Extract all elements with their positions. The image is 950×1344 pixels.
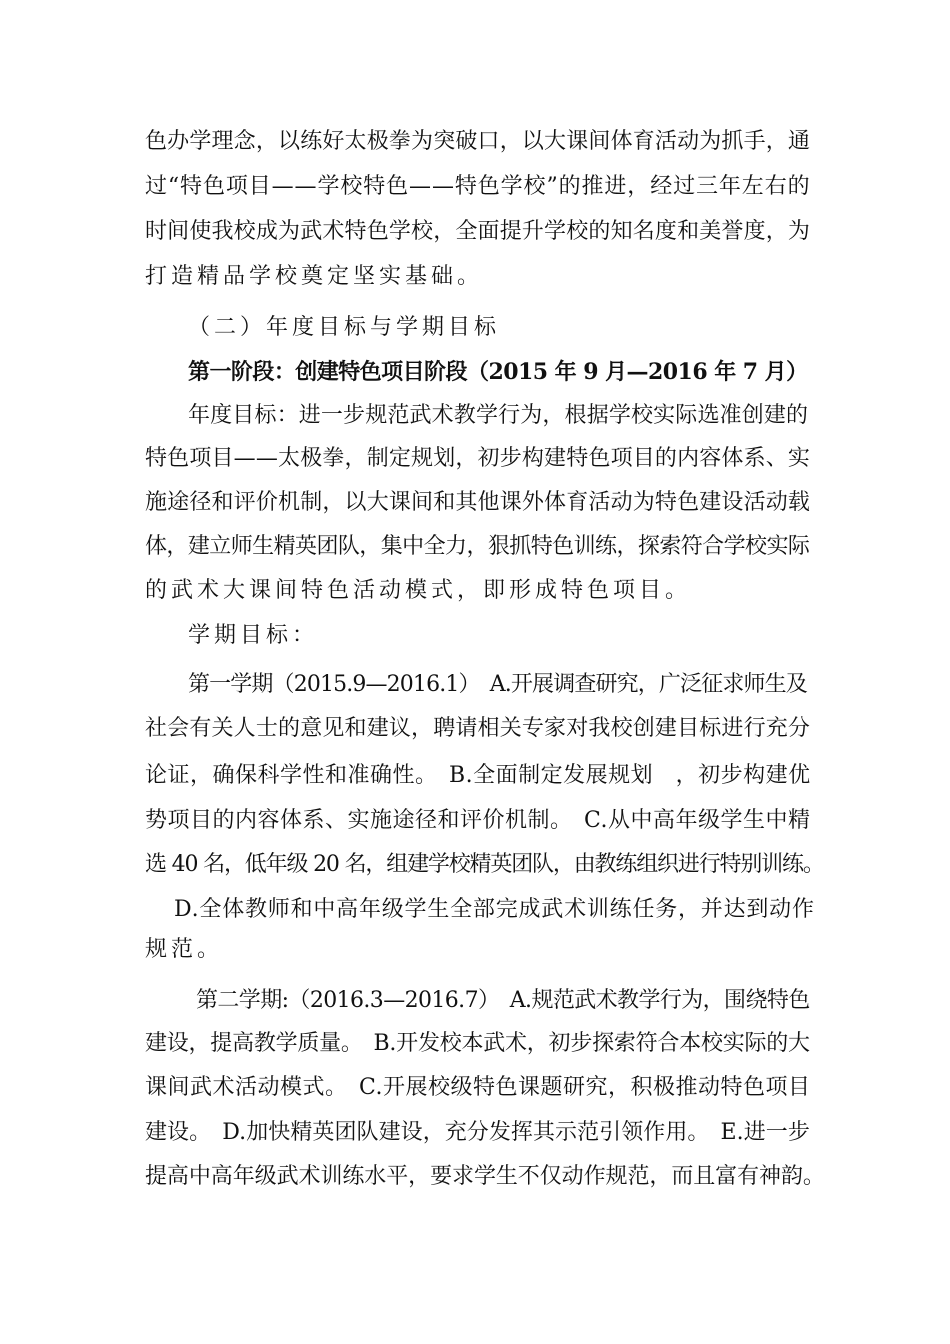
- text-line: 提高中高年级武术训练水平，要求学生不仅动作规范，而且富有神韵。: [145, 1164, 825, 1189]
- text-line: 时间使我校成为武术特色学校，全面提升学校的知名度和美誉度，为: [145, 219, 811, 244]
- text-line: 第一学期（2015.9—2016.1） A.开展调查研究，广泛征求师生及: [188, 672, 807, 697]
- text-line: D.全体教师和中高年级学生全部完成武术训练任务，并达到动作: [174, 897, 815, 922]
- text-line: 过“特色项目——学校特色——特色学校”的推进，经过三年左右的: [145, 174, 811, 199]
- text-line: 建设。 D.加快精英团队建设，充分发挥其示范引领作用。 E.进一步: [145, 1120, 810, 1145]
- section-heading: （二）年度目标与学期目标: [188, 315, 501, 340]
- stage-heading: 第一阶段：创建特色项目阶段（2015 年 9 月—2016 年 7 月）: [188, 359, 808, 385]
- text-line: 社会有关人士的意见和建议，聘请相关专家对我校创建目标进行充分: [145, 716, 811, 741]
- text-line: 建设，提高教学质量。 B.开发校本武术，初步探索符合本校实际的大: [145, 1031, 810, 1056]
- text-line: 第二学期:（2016.3—2016.7） A.规范武术教学行为，围绕特色: [196, 988, 810, 1013]
- text-line: 选 40 名，低年级 20 名，组建学校精英团队，由教练组织进行特别训练。: [145, 852, 824, 877]
- text-line: 的武术大课间特色活动模式，即形成特色项目。: [145, 578, 692, 603]
- text-line: 年度目标：进一步规范武术教学行为，根据学校实际选准创建的: [188, 403, 809, 428]
- text-line: 体，建立师生精英团队，集中全力，狠抓特色训练，探索符合学校实际: [145, 534, 810, 559]
- text-line: 论证，确保科学性和准确性。 B.全面制定发展规划 ，初步构建优: [145, 763, 811, 788]
- text-line: 特色项目——太极拳，制定规划，初步构建特色项目的内容体系、实: [145, 446, 811, 471]
- text-line: 规范。: [145, 937, 224, 962]
- text-line: 施途径和评价机制，以大课间和其他课外体育活动为特色建设活动载: [145, 490, 811, 515]
- text-line: 学期目标：: [188, 623, 319, 648]
- text-line: 课间武术活动模式。 C.开展校级特色课题研究，积极推动特色项目: [145, 1075, 811, 1100]
- text-line: 色办学理念，以练好太极拳为突破口，以大课间体育活动为抓手，通: [145, 129, 811, 154]
- text-line: 打造精品学校奠定坚实基础。: [145, 264, 484, 289]
- text-line: 势项目的内容体系、实施途径和评价机制。 C.从中高年级学生中精: [145, 808, 811, 833]
